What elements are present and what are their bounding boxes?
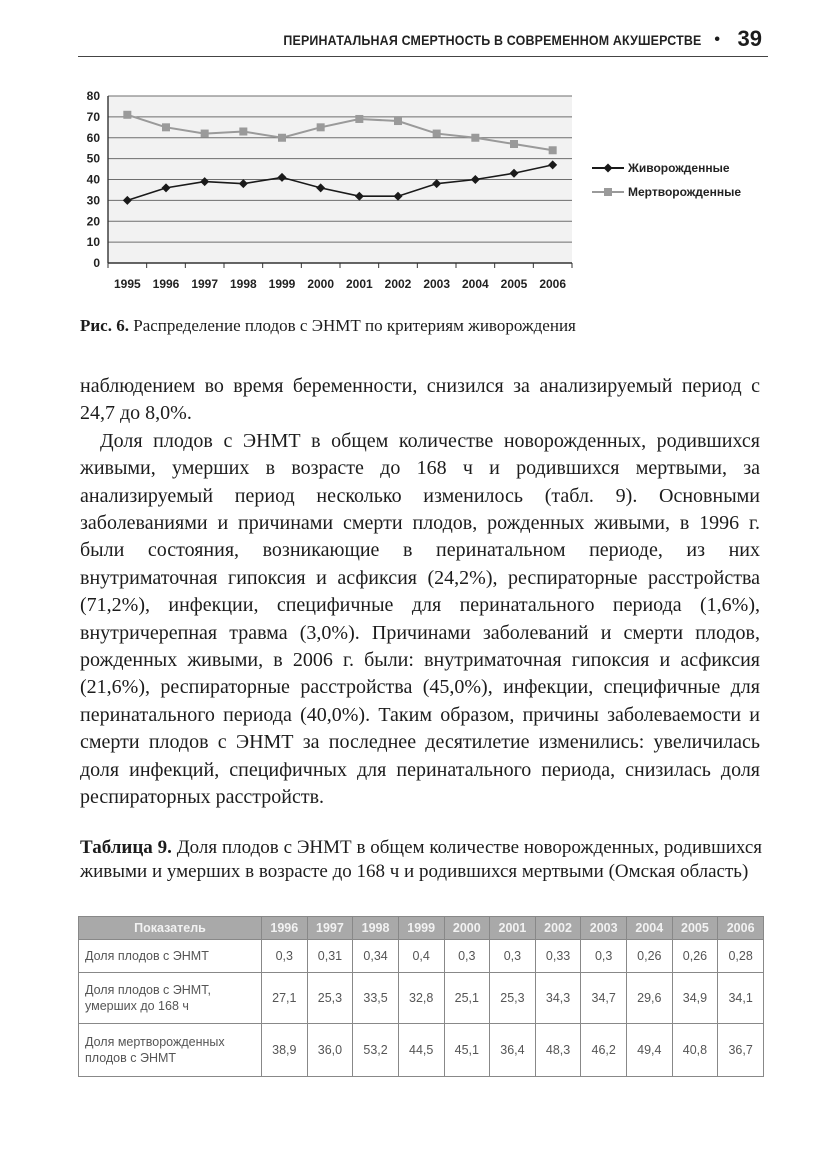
data-point bbox=[355, 115, 363, 123]
data-point bbox=[162, 123, 170, 131]
x-tick-label: 2002 bbox=[384, 277, 412, 291]
table-row bbox=[79, 1024, 764, 1077]
x-tick-label: 2003 bbox=[423, 277, 451, 291]
x-tick-label: 2004 bbox=[461, 277, 489, 291]
row-label: Доля плодов с ЭНМТ bbox=[79, 940, 262, 973]
x-tick-label: 2001 bbox=[345, 277, 373, 291]
line-chart bbox=[70, 84, 770, 298]
table-cell: 0,3 bbox=[262, 940, 308, 973]
y-tick-label: 10 bbox=[86, 235, 100, 250]
legend-marker bbox=[604, 164, 613, 173]
x-tick-label: 1998 bbox=[229, 277, 257, 291]
table-header-cell: 2005 bbox=[672, 917, 718, 940]
row-label: Доля мертворожденных плодов с ЭНМТ bbox=[79, 1024, 262, 1077]
table-cell: 29,6 bbox=[627, 973, 673, 1024]
table-cell: 34,1 bbox=[718, 973, 764, 1024]
table-header-cell: Показатель bbox=[79, 917, 262, 940]
table-cell: 0,26 bbox=[672, 940, 718, 973]
table-header-cell: 2006 bbox=[718, 917, 764, 940]
table-cell: 33,5 bbox=[353, 973, 399, 1024]
y-tick-label: 30 bbox=[86, 193, 100, 208]
data-point bbox=[201, 130, 209, 138]
table-cell: 0,33 bbox=[535, 940, 581, 973]
table-cell: 34,7 bbox=[581, 973, 627, 1024]
running-header bbox=[78, 22, 768, 57]
data-point bbox=[394, 117, 402, 125]
data-point bbox=[471, 134, 479, 142]
running-header-title: ПЕРИНАТАЛЬНАЯ СМЕРТНОСТЬ В СОВРЕМЕННОМ АКУШЕРСТВЕ bbox=[283, 33, 702, 48]
y-tick-label: 70 bbox=[86, 109, 100, 124]
x-tick-label: 1997 bbox=[191, 277, 219, 291]
table-caption-text: Доля плодов с ЭНМТ в общем количестве новорожденных, родившихся живыми и умерших в возрасте до 168 ч и родившихся мертвыми (Омская область) bbox=[80, 837, 763, 882]
table-header-cell: 1999 bbox=[398, 917, 444, 940]
table-cell: 0,4 bbox=[398, 940, 444, 973]
table-header-cell: 2000 bbox=[444, 917, 490, 940]
table-cell: 34,9 bbox=[672, 973, 718, 1024]
table-cell: 36,0 bbox=[307, 1024, 353, 1077]
data-point bbox=[278, 134, 286, 142]
table-cell: 25,3 bbox=[307, 973, 353, 1024]
y-tick-label: 60 bbox=[86, 130, 100, 145]
data-point bbox=[433, 130, 441, 138]
table-cell: 46,2 bbox=[581, 1024, 627, 1077]
legend-marker bbox=[604, 188, 612, 196]
table-cell: 0,34 bbox=[353, 940, 399, 973]
table-cell: 27,1 bbox=[262, 973, 308, 1024]
table-cell: 0,3 bbox=[444, 940, 490, 973]
x-tick-label: 2006 bbox=[539, 277, 567, 291]
table-cell: 0,31 bbox=[307, 940, 353, 973]
paragraph: Доля плодов с ЭНМТ в общем количестве новорожденных, родившихся живыми, умерших в возрасте до 168 ч и родившихся мертвыми, за анализируемый период несколько изменилось (табл. 9). Основными заболеваниями и причинами смерти плодов, рожденных живыми, в 1996 г. были состояния, возникающие в перинатальном периоде, из них внутриматочная гипоксия и асфиксия (24,2%), респираторные расстройства (71,2%), инфекции, специфичные для перинатального периода (1,6%), внутричерепная травма (3,0%). Причинами заболеваний и смерти плодов, рожденных живыми, в 2006 г. были: внутриматочная гипоксия и асфиксия (21,6%), респираторные расстройства (45,0%), инфекции, специфичные для перинатального периода (40,0%). Таким образом, причины заболеваемости и смерти плодов с ЭНМТ за последнее десятилетие изменились: увеличилась доля инфекций, специфичных для перинатального периода, снизилась доля респираторных расстройств. bbox=[80, 429, 760, 809]
table-row bbox=[79, 940, 764, 973]
table-cell: 36,7 bbox=[718, 1024, 764, 1077]
paragraph: наблюдением во время беременности, снизился за анализируемый период с 24,7 до 8,0%. bbox=[80, 375, 760, 425]
data-point bbox=[239, 127, 247, 135]
table-caption-label: Таблица 9. bbox=[80, 837, 172, 858]
table-header-cell: 1997 bbox=[307, 917, 353, 940]
figure-caption-text: Распределение плодов с ЭНМТ по критериям живорождения bbox=[133, 316, 576, 335]
x-tick-label: 2000 bbox=[307, 277, 335, 291]
table-cell: 44,5 bbox=[398, 1024, 444, 1077]
data-table bbox=[78, 916, 764, 1077]
page-number: 39 bbox=[737, 26, 762, 51]
table-header-cell: 1998 bbox=[353, 917, 399, 940]
table-cell: 0,3 bbox=[581, 940, 627, 973]
table-cell: 32,8 bbox=[398, 973, 444, 1024]
y-tick-label: 80 bbox=[86, 89, 100, 103]
table-cell: 0,3 bbox=[490, 940, 536, 973]
table-header-cell: 2004 bbox=[627, 917, 673, 940]
table-cell: 36,4 bbox=[490, 1024, 536, 1077]
legend-label: Живорожденные bbox=[628, 161, 730, 175]
table-cell: 40,8 bbox=[672, 1024, 718, 1077]
y-tick-label: 0 bbox=[93, 256, 100, 270]
table-cell: 49,4 bbox=[627, 1024, 673, 1077]
data-point bbox=[317, 123, 325, 131]
data-point bbox=[549, 146, 557, 154]
legend-label: Мертворожденные bbox=[628, 185, 741, 199]
y-tick-label: 40 bbox=[86, 172, 100, 187]
table-cell: 34,3 bbox=[535, 973, 581, 1024]
table-cell: 38,9 bbox=[262, 1024, 308, 1077]
table-header-row bbox=[79, 917, 764, 940]
table-caption bbox=[80, 836, 762, 884]
table-header-cell: 2002 bbox=[535, 917, 581, 940]
table-header-cell: 2001 bbox=[490, 917, 536, 940]
data-point bbox=[510, 140, 518, 148]
table-cell: 25,3 bbox=[490, 973, 536, 1024]
row-label: Доля плодов с ЭНМТ, умерших до 168 ч bbox=[79, 973, 262, 1024]
table-cell: 0,26 bbox=[627, 940, 673, 973]
x-tick-label: 2005 bbox=[500, 277, 528, 291]
table-cell: 25,1 bbox=[444, 973, 490, 1024]
table-cell: 45,1 bbox=[444, 1024, 490, 1077]
figure-caption-label: Рис. 6. bbox=[80, 316, 129, 335]
table-cell: 48,3 bbox=[535, 1024, 581, 1077]
table-header-cell: 1996 bbox=[262, 917, 308, 940]
x-tick-label: 1999 bbox=[268, 277, 296, 291]
data-point bbox=[123, 111, 131, 119]
x-tick-label: 1995 bbox=[113, 277, 141, 291]
x-tick-label: 1996 bbox=[152, 277, 180, 291]
body-text bbox=[80, 373, 760, 812]
table-row bbox=[79, 973, 764, 1024]
table-cell: 53,2 bbox=[353, 1024, 399, 1077]
y-tick-label: 20 bbox=[86, 214, 100, 229]
figure-caption bbox=[80, 316, 576, 336]
table-header-cell: 2003 bbox=[581, 917, 627, 940]
y-tick-label: 50 bbox=[86, 151, 100, 166]
table-cell: 0,28 bbox=[718, 940, 764, 973]
header-bullet: • bbox=[714, 31, 720, 48]
